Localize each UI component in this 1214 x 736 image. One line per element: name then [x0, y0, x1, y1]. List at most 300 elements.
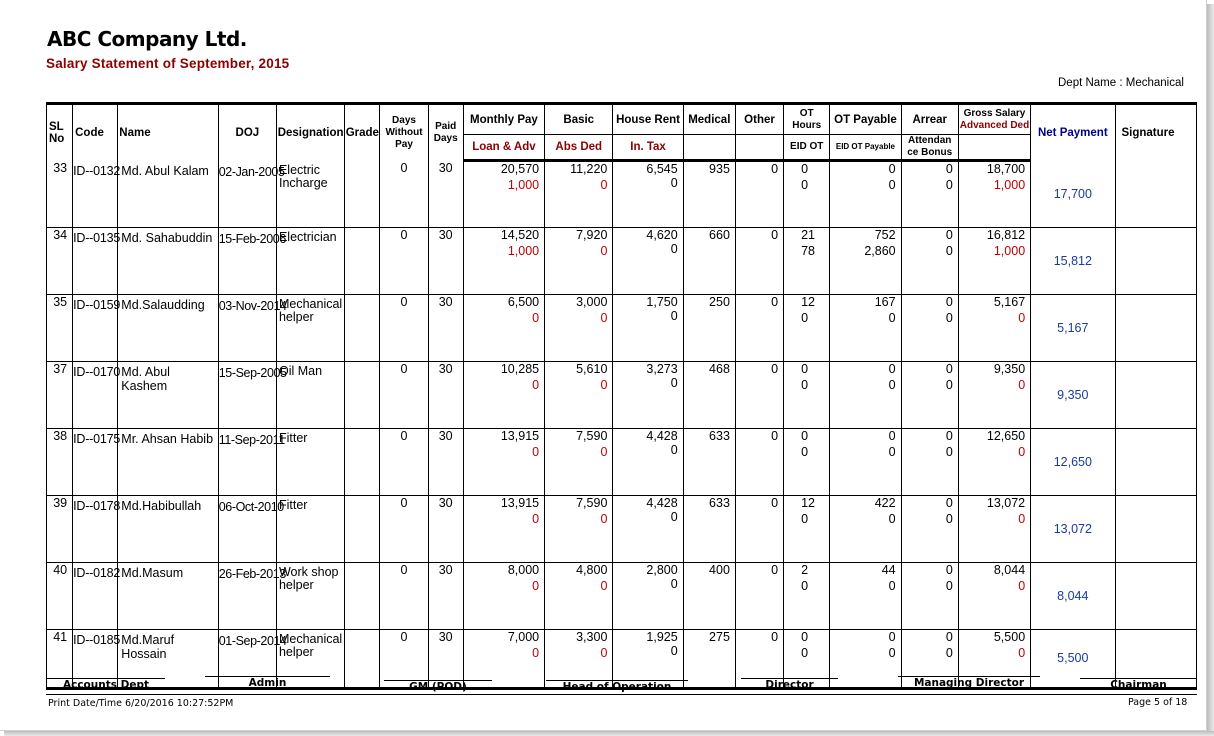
- cell-basic-sub: 0: [600, 178, 608, 192]
- cell-ot-hours: [784, 161, 830, 228]
- cell-gross-salary: [958, 361, 1030, 428]
- signature-rule: [47, 678, 165, 679]
- cell-monthly-pay-sub: 0: [532, 511, 540, 526]
- cell-house-rent-value: 2,800: [646, 562, 678, 577]
- cell-monthly-pay: [463, 428, 544, 495]
- cell-basic-sub: 0: [600, 444, 608, 459]
- cell-basic-value: 11,220: [570, 162, 608, 176]
- cell-doj: 06-Oct-2010: [218, 495, 276, 562]
- cell-doj: 15-Feb-2006: [218, 227, 276, 294]
- cell-other: 0: [735, 161, 783, 228]
- cell-net-payment: 12,650: [1031, 428, 1115, 495]
- cell-arrear-sub: 0: [945, 444, 953, 459]
- cell-net-payment: 5,167: [1031, 294, 1115, 361]
- cell-house-rent-value: 1,925: [646, 629, 678, 644]
- cell-gross-salary: [958, 562, 1030, 629]
- cell-gross-salary: [958, 227, 1030, 294]
- cell-monthly-pay-value: 20,570: [500, 162, 540, 176]
- cell-code: ID--0159: [73, 294, 118, 361]
- signature-rule: [741, 678, 838, 679]
- table-row: [47, 495, 1197, 562]
- col-ot-hours: OT Hours: [784, 104, 830, 135]
- cell-house-rent-value: 4,620: [646, 227, 678, 242]
- cell-house-rent: [613, 428, 683, 495]
- cell-gross-salary-value: 16,812: [986, 227, 1026, 242]
- dept-name: Dept Name : Mechanical: [1058, 77, 1184, 89]
- signature-line: [205, 676, 330, 689]
- cell-medical: 660: [683, 227, 735, 294]
- cell-in-tax: 0: [670, 643, 678, 658]
- cell-net-payment: 5,500: [1031, 629, 1115, 688]
- table-row: [47, 562, 1197, 629]
- col-grade: Grade: [345, 104, 380, 161]
- cell-monthly-pay-sub: 1,000: [507, 178, 540, 192]
- table-row: [47, 294, 1197, 361]
- cell-ot-payable-value: 0: [888, 428, 896, 443]
- cell-signature: [1115, 294, 1197, 361]
- cell-ot-hours: [784, 428, 830, 495]
- cell-ot-payable: [830, 294, 901, 361]
- cell-arrear-sub: 0: [945, 578, 953, 593]
- cell-basic-value: 7,920: [576, 227, 608, 242]
- cell-other: 0: [735, 495, 783, 562]
- cell-arrear-value: 0: [945, 294, 953, 309]
- col-sl-no: SL No: [47, 104, 73, 161]
- cell-grade: [345, 161, 380, 228]
- col-advanced-ded: Advanced Ded: [959, 119, 1030, 131]
- cell-basic-sub: 0: [600, 310, 608, 325]
- cell-arrear-value: 0: [945, 562, 953, 577]
- cell-arrear-sub: 0: [945, 178, 953, 192]
- signature-line: [1080, 678, 1197, 691]
- signature-line: [741, 678, 838, 691]
- col-signature: Signature: [1115, 104, 1197, 161]
- cell-house-rent: [613, 161, 683, 228]
- cell-monthly-pay: [463, 361, 544, 428]
- signature-label: Chairman: [1110, 679, 1167, 691]
- cell-gross-salary-sub: 0: [1018, 310, 1026, 325]
- cell-name: Md.Salaudding: [118, 294, 218, 361]
- cell-ot-payable-sub: 0: [888, 578, 896, 593]
- table-row: [47, 428, 1197, 495]
- cell-basic: [545, 294, 613, 361]
- cell-net-payment: 15,812: [1031, 227, 1115, 294]
- cell-paid-days: 30: [428, 428, 463, 495]
- col-days-without-pay: Days Without Pay: [380, 104, 428, 161]
- cell-basic: [545, 361, 613, 428]
- cell-ot-payable-value: 0: [888, 361, 896, 376]
- cell-designation: Fitter: [276, 428, 344, 495]
- signature-label: Head of Operation: [562, 681, 672, 693]
- cell-other: 0: [735, 629, 783, 688]
- cell-house-rent-value: 1,750: [646, 294, 678, 309]
- cell-arrear-sub: 0: [945, 377, 953, 392]
- cell-signature: [1115, 428, 1197, 495]
- cell-grade: [345, 227, 380, 294]
- cell-medical: 275: [683, 629, 735, 688]
- col-gross-sub: [958, 135, 1030, 161]
- cell-sl: 41: [47, 629, 73, 688]
- col-ot-payable: OT Payable: [830, 104, 901, 135]
- cell-basic: [545, 227, 613, 294]
- cell-eid-ot: 0: [801, 444, 809, 459]
- cell-gross-salary-value: 5,167: [993, 294, 1026, 309]
- cell-ot-payable-sub: 2,860: [864, 243, 896, 258]
- col-net-payment: Net Payment: [1031, 104, 1115, 161]
- cell-sl: 39: [47, 495, 73, 562]
- page-number: Page 5 of 18: [1128, 697, 1188, 708]
- cell-paid-days: 30: [428, 227, 463, 294]
- cell-ot-hours-value: 0: [801, 629, 809, 644]
- cell-basic-value: 5,610: [576, 361, 608, 376]
- col-paid-days: Paid Days: [428, 104, 463, 161]
- cell-net-payment: 13,072: [1031, 495, 1115, 562]
- cell-signature: [1115, 562, 1197, 629]
- cell-sl: 33: [47, 161, 73, 228]
- footer-rule: [46, 694, 1197, 695]
- salary-table: [46, 102, 1197, 690]
- cell-doj: 03-Nov-2014: [218, 294, 276, 361]
- cell-ot-payable: [830, 428, 901, 495]
- cell-ot-hours-value: 12: [801, 495, 816, 510]
- cell-gross-salary: [958, 428, 1030, 495]
- cell-basic-value: 7,590: [576, 428, 608, 443]
- cell-monthly-pay-sub: 0: [532, 645, 540, 660]
- cell-monthly-pay: [463, 495, 544, 562]
- cell-monthly-pay-sub: 0: [532, 310, 540, 325]
- col-code: Code: [73, 104, 118, 161]
- cell-in-tax: 0: [670, 375, 678, 390]
- cell-days-without-pay: 0: [380, 361, 428, 428]
- cell-basic: [545, 428, 613, 495]
- cell-gross-salary: [958, 161, 1030, 228]
- cell-code: ID--0132: [73, 161, 118, 228]
- cell-gross-salary-sub: 0: [1018, 511, 1026, 526]
- col-medical: Medical: [683, 104, 735, 135]
- cell-ot-payable-sub: 0: [888, 178, 896, 192]
- cell-ot-payable: [830, 562, 901, 629]
- cell-house-rent-value: 6,545: [646, 162, 678, 176]
- cell-grade: [345, 562, 380, 629]
- cell-basic: [545, 495, 613, 562]
- cell-ot-payable: [830, 227, 901, 294]
- cell-basic-value: 7,590: [576, 495, 608, 510]
- cell-arrear-value: 0: [945, 495, 953, 510]
- cell-gross-salary-value: 5,500: [993, 629, 1026, 644]
- signature-label: GM (POD): [409, 681, 467, 693]
- cell-ot-hours: [784, 361, 830, 428]
- cell-days-without-pay: 0: [380, 495, 428, 562]
- cell-basic-sub: 0: [600, 578, 608, 593]
- col-arrear: Arrear: [901, 104, 958, 135]
- cell-gross-salary-sub: 0: [1018, 444, 1026, 459]
- cell-house-rent: [613, 495, 683, 562]
- col-designation: Designation: [276, 104, 344, 161]
- signature-line: [546, 680, 688, 693]
- cell-arrear-sub: 0: [945, 310, 953, 325]
- cell-days-without-pay: 0: [380, 227, 428, 294]
- cell-name: Md.Maruf Hossain: [118, 629, 218, 688]
- cell-paid-days: 30: [428, 161, 463, 228]
- cell-name: Md. Sahabuddin: [118, 227, 218, 294]
- col-monthly-pay: Monthly Pay: [463, 104, 544, 135]
- cell-house-rent: [613, 294, 683, 361]
- cell-signature: [1115, 495, 1197, 562]
- cell-in-tax: 0: [670, 509, 678, 524]
- cell-ot-payable-value: 44: [881, 562, 896, 577]
- cell-paid-days: 30: [428, 629, 463, 688]
- cell-house-rent: [613, 562, 683, 629]
- cell-eid-ot: 0: [801, 578, 809, 593]
- cell-net-payment: 8,044: [1031, 562, 1115, 629]
- signature-line: [898, 676, 1040, 689]
- cell-gross-salary-sub: 0: [1018, 377, 1026, 392]
- cell-basic-sub: 0: [600, 511, 608, 526]
- cell-other: 0: [735, 428, 783, 495]
- cell-eid-ot: 0: [801, 645, 809, 660]
- cell-doj: 15-Sep-2005: [218, 361, 276, 428]
- cell-medical: 935: [683, 161, 735, 228]
- cell-basic: [545, 562, 613, 629]
- cell-days-without-pay: 0: [380, 562, 428, 629]
- cell-gross-salary-value: 9,350: [993, 361, 1026, 376]
- cell-basic-value: 3,000: [576, 294, 608, 309]
- cell-monthly-pay: [463, 294, 544, 361]
- cell-gross-salary-value: 8,044: [993, 562, 1026, 577]
- col-other-sub: [735, 135, 783, 161]
- cell-house-rent: [613, 361, 683, 428]
- cell-house-rent-value: 4,428: [646, 428, 678, 443]
- cell-gross-salary-value: 13,072: [986, 495, 1026, 510]
- cell-house-rent: [613, 227, 683, 294]
- cell-paid-days: 30: [428, 562, 463, 629]
- cell-house-rent-value: 4,428: [646, 495, 678, 510]
- cell-designation: Electrician: [276, 227, 344, 294]
- col-gross-salary: [958, 104, 1030, 135]
- cell-days-without-pay: 0: [380, 629, 428, 688]
- signature-line: [384, 680, 492, 693]
- cell-ot-payable: [830, 161, 901, 228]
- col-basic: Basic: [545, 104, 613, 135]
- signature-label: Director: [765, 679, 814, 691]
- cell-other: 0: [735, 562, 783, 629]
- cell-name: Md.Habibullah: [118, 495, 218, 562]
- cell-arrear: [901, 562, 958, 629]
- col-house-rent: House Rent: [613, 104, 683, 135]
- cell-designation: Mechanical helper: [276, 629, 344, 688]
- col-medical-sub: [683, 135, 735, 161]
- cell-gross-salary: [958, 294, 1030, 361]
- cell-arrear: [901, 161, 958, 228]
- cell-arrear-value: 0: [945, 428, 953, 443]
- cell-days-without-pay: 0: [380, 161, 428, 228]
- cell-basic-sub: 0: [600, 377, 608, 392]
- signature-rule: [546, 680, 688, 681]
- cell-code: ID--0182: [73, 562, 118, 629]
- cell-monthly-pay-sub: 0: [532, 377, 540, 392]
- cell-monthly-pay-sub: 0: [532, 444, 540, 459]
- cell-code: ID--0135: [73, 227, 118, 294]
- cell-monthly-pay-value: 13,915: [500, 495, 540, 510]
- cell-eid-ot: 0: [801, 310, 809, 325]
- col-in-tax: In. Tax: [613, 135, 683, 161]
- cell-arrear: [901, 495, 958, 562]
- cell-ot-payable-value: 752: [874, 227, 896, 242]
- cell-medical: 250: [683, 294, 735, 361]
- signature-rule: [1080, 678, 1197, 679]
- company-name: ABC Company Ltd.: [47, 27, 247, 51]
- cell-in-tax: 0: [670, 241, 678, 256]
- cell-basic-value: 3,300: [576, 629, 608, 644]
- cell-designation: Fitter: [276, 495, 344, 562]
- cell-ot-payable-sub: 0: [888, 377, 896, 392]
- cell-basic-value: 4,800: [576, 562, 608, 577]
- cell-eid-ot: 0: [801, 377, 809, 392]
- cell-eid-ot: 0: [801, 178, 809, 192]
- cell-designation: Mechanical helper: [276, 294, 344, 361]
- cell-monthly-pay-sub: 0: [532, 578, 540, 593]
- cell-arrear-value: 0: [945, 227, 953, 242]
- table-row: [47, 161, 1197, 228]
- cell-name: Mr. Ahsan Habib: [118, 428, 218, 495]
- cell-arrear: [901, 227, 958, 294]
- cell-arrear-sub: 0: [945, 243, 953, 258]
- cell-sl: 34: [47, 227, 73, 294]
- cell-gross-salary-sub: 1,000: [993, 178, 1026, 192]
- table-row: [47, 227, 1197, 294]
- cell-arrear-sub: 0: [945, 645, 953, 660]
- cell-paid-days: 30: [428, 294, 463, 361]
- cell-other: 0: [735, 227, 783, 294]
- col-abs-ded: Abs Ded: [545, 135, 613, 161]
- cell-ot-payable-value: 422: [874, 495, 896, 510]
- page-shadow-bottom: [4, 731, 1214, 736]
- col-attendance-bonus: Attendan ce Bonus: [901, 135, 958, 161]
- cell-gross-salary: [958, 495, 1030, 562]
- signature-label: Admin: [248, 677, 287, 689]
- cell-basic: [545, 161, 613, 228]
- cell-ot-payable-sub: 0: [888, 310, 896, 325]
- cell-basic-sub: 0: [600, 243, 608, 258]
- cell-in-tax: 0: [670, 308, 678, 323]
- cell-ot-payable-value: 0: [888, 162, 896, 176]
- cell-arrear-sub: 0: [945, 511, 953, 526]
- cell-ot-payable-sub: 0: [888, 645, 896, 660]
- print-datetime: Print Date/Time 6/20/2016 10:27:52PM: [48, 698, 234, 709]
- cell-doj: 26-Feb-2013: [218, 562, 276, 629]
- col-eid-ot-payable: EID OT Payable: [830, 135, 901, 161]
- cell-ot-payable: [830, 629, 901, 688]
- cell-basic-sub: 0: [600, 645, 608, 660]
- cell-medical: 468: [683, 361, 735, 428]
- cell-ot-hours-value: 2: [801, 562, 809, 577]
- cell-code: ID--0170: [73, 361, 118, 428]
- cell-ot-payable: [830, 495, 901, 562]
- cell-paid-days: 30: [428, 495, 463, 562]
- cell-ot-payable-value: 167: [874, 294, 896, 309]
- signature-line: [47, 678, 165, 691]
- cell-medical: 633: [683, 495, 735, 562]
- cell-ot-payable-value: 0: [888, 629, 896, 644]
- cell-ot-hours-value: 0: [801, 162, 809, 176]
- cell-designation: Electric Incharge: [276, 161, 344, 228]
- cell-days-without-pay: 0: [380, 428, 428, 495]
- cell-grade: [345, 361, 380, 428]
- cell-medical: 400: [683, 562, 735, 629]
- cell-arrear-value: 0: [945, 361, 953, 376]
- cell-ot-payable-sub: 0: [888, 511, 896, 526]
- cell-arrear: [901, 428, 958, 495]
- cell-house-rent-value: 3,273: [646, 361, 678, 376]
- cell-name: Md. Abul Kalam: [118, 161, 218, 228]
- cell-doj: 11-Sep-2011: [218, 428, 276, 495]
- col-other: Other: [735, 104, 783, 135]
- cell-monthly-pay-value: 6,500: [507, 294, 540, 309]
- cell-in-tax: 0: [670, 176, 678, 190]
- cell-monthly-pay-value: 8,000: [507, 562, 540, 577]
- cell-sl: 35: [47, 294, 73, 361]
- cell-ot-hours-value: 0: [801, 361, 809, 376]
- cell-monthly-pay-value: 7,000: [507, 629, 540, 644]
- cell-designation: Work shop helper: [276, 562, 344, 629]
- cell-arrear: [901, 294, 958, 361]
- cell-monthly-pay: [463, 161, 544, 228]
- cell-other: 0: [735, 294, 783, 361]
- cell-ot-hours: [784, 495, 830, 562]
- cell-doj: 01-Sep-2014: [218, 629, 276, 688]
- cell-code: ID--0178: [73, 495, 118, 562]
- cell-gross-salary-value: 18,700: [986, 162, 1026, 176]
- cell-sl: 38: [47, 428, 73, 495]
- cell-monthly-pay: [463, 562, 544, 629]
- cell-monthly-pay-value: 13,915: [500, 428, 540, 443]
- signature-rule: [205, 676, 330, 677]
- cell-gross-salary-sub: 0: [1018, 645, 1026, 660]
- cell-signature: [1115, 161, 1197, 228]
- cell-grade: [345, 629, 380, 688]
- signature-rule: [384, 680, 492, 681]
- cell-in-tax: 0: [670, 442, 678, 457]
- cell-ot-hours-value: 12: [801, 294, 816, 309]
- cell-grade: [345, 495, 380, 562]
- cell-gross-salary-value: 12,650: [986, 428, 1026, 443]
- cell-monthly-pay-value: 14,520: [500, 227, 540, 242]
- col-gross-salary-label: Gross Salary: [963, 107, 1026, 119]
- cell-monthly-pay-value: 10,285: [500, 361, 540, 376]
- signature-label: Managing Director: [913, 677, 1025, 689]
- cell-code: ID--0175: [73, 428, 118, 495]
- cell-ot-payable-sub: 0: [888, 444, 896, 459]
- table-row: [47, 361, 1197, 428]
- cell-doj: 02-Jan-2005: [218, 161, 276, 228]
- cell-ot-hours-value: 0: [801, 428, 809, 443]
- cell-in-tax: 0: [670, 576, 678, 591]
- cell-signature: [1115, 227, 1197, 294]
- cell-sl: 37: [47, 361, 73, 428]
- col-loan-adv: Loan & Adv: [463, 135, 544, 161]
- cell-other: 0: [735, 361, 783, 428]
- cell-net-payment: 9,350: [1031, 361, 1115, 428]
- report-title: Salary Statement of September, 2015: [46, 56, 290, 71]
- cell-paid-days: 30: [428, 361, 463, 428]
- cell-ot-hours: [784, 562, 830, 629]
- page-shadow: [1207, 4, 1214, 736]
- cell-ot-hours-value: 21: [801, 227, 816, 242]
- cell-name: Md.Masum: [118, 562, 218, 629]
- col-doj: DOJ: [218, 104, 276, 161]
- cell-ot-payable: [830, 361, 901, 428]
- cell-eid-ot: 0: [801, 511, 809, 526]
